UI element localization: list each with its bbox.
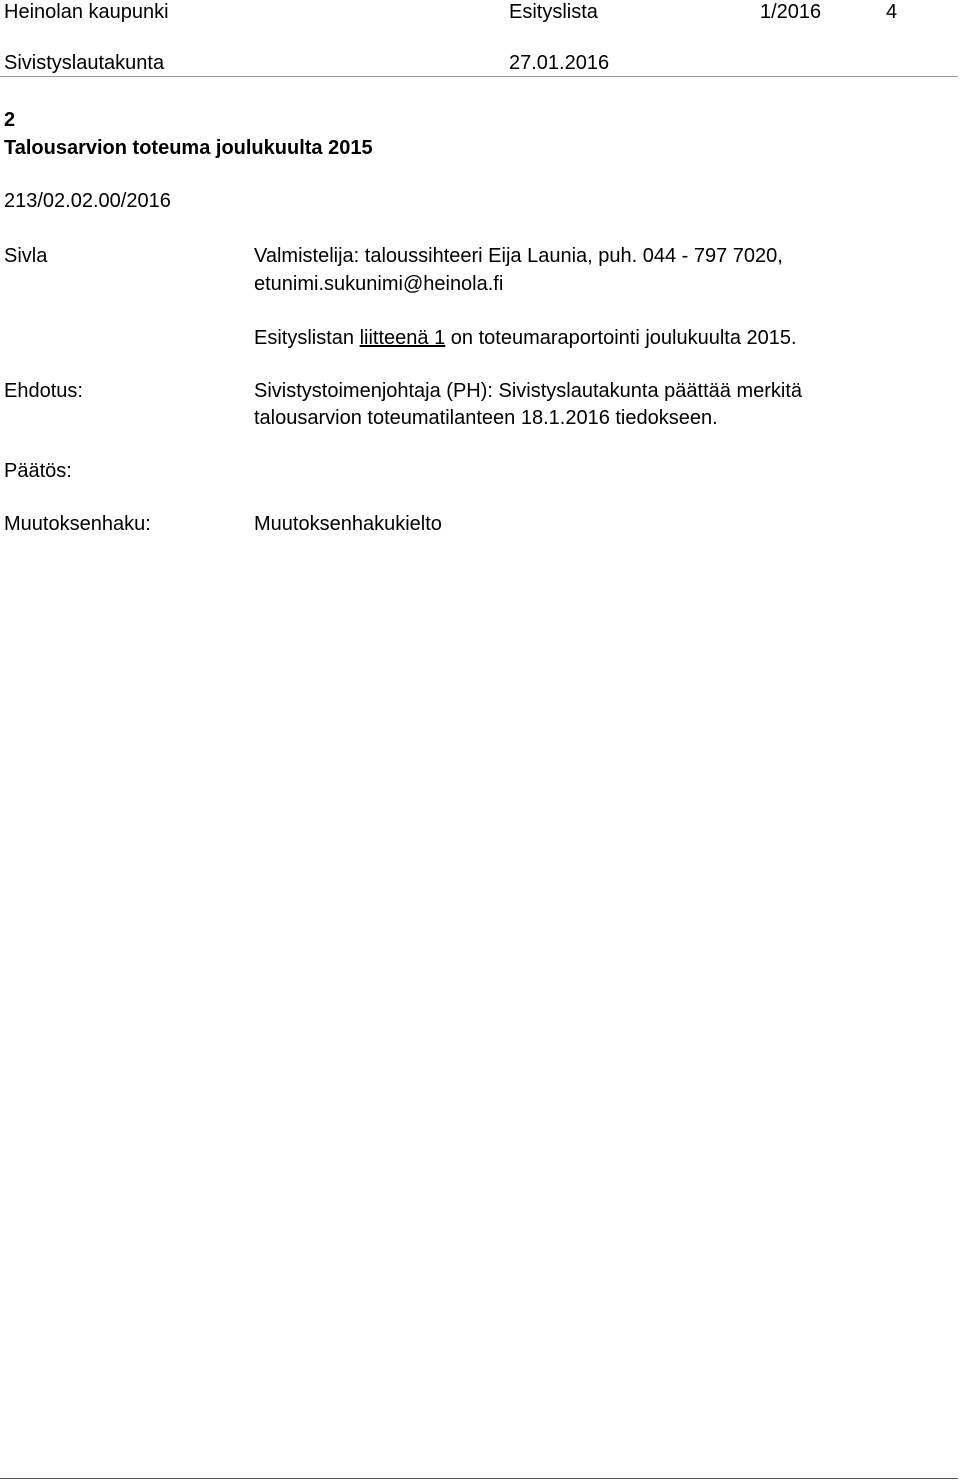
attachment-link[interactable]: liitteenä 1	[359, 327, 446, 349]
item-title: Talousarvion toteuma joulukuulta 2015	[4, 137, 373, 159]
preparer-email: etunimi.sukunimi@heinola.fi	[254, 273, 504, 295]
appeal-value: Muutoksenhakukielto	[254, 513, 442, 535]
header-organization: Heinolan kaupunki	[4, 1, 169, 23]
proposal-line-2: talousarvion toteumatilanteen 18.1.2016 tiedokseen.	[254, 407, 718, 429]
item-number: 2	[4, 109, 16, 131]
proposal-label: Ehdotus:	[4, 380, 83, 402]
preparer-line-1: Valmistelija: taloussihteeri Eija Launia, puh. 044 - 797 7020,	[254, 245, 783, 267]
appeal-label: Muutoksenhaku:	[4, 513, 151, 535]
decision-label: Päätös:	[4, 460, 72, 482]
attachment-prefix: Esityslistan	[254, 327, 355, 349]
proposal-line-1: Sivistystoimenjohtaja (PH): Sivistyslautakunta päättää merkitä	[254, 380, 803, 402]
header-committee: Sivistyslautakunta	[4, 52, 165, 74]
attachment-suffix: on toteumaraportointi joulukuulta 2015.	[450, 327, 797, 349]
preparer-label: Sivla	[4, 245, 48, 267]
header-page-number: 4	[886, 1, 898, 23]
header-document-number: 1/2016	[760, 1, 822, 23]
attachment-sentence	[254, 326, 797, 350]
header-divider	[0, 76, 958, 77]
header-date: 27.01.2016	[509, 52, 610, 74]
header-document-type: Esityslista	[509, 1, 598, 23]
record-id: 213/02.02.00/2016	[4, 190, 171, 212]
footer-divider	[0, 1478, 958, 1479]
